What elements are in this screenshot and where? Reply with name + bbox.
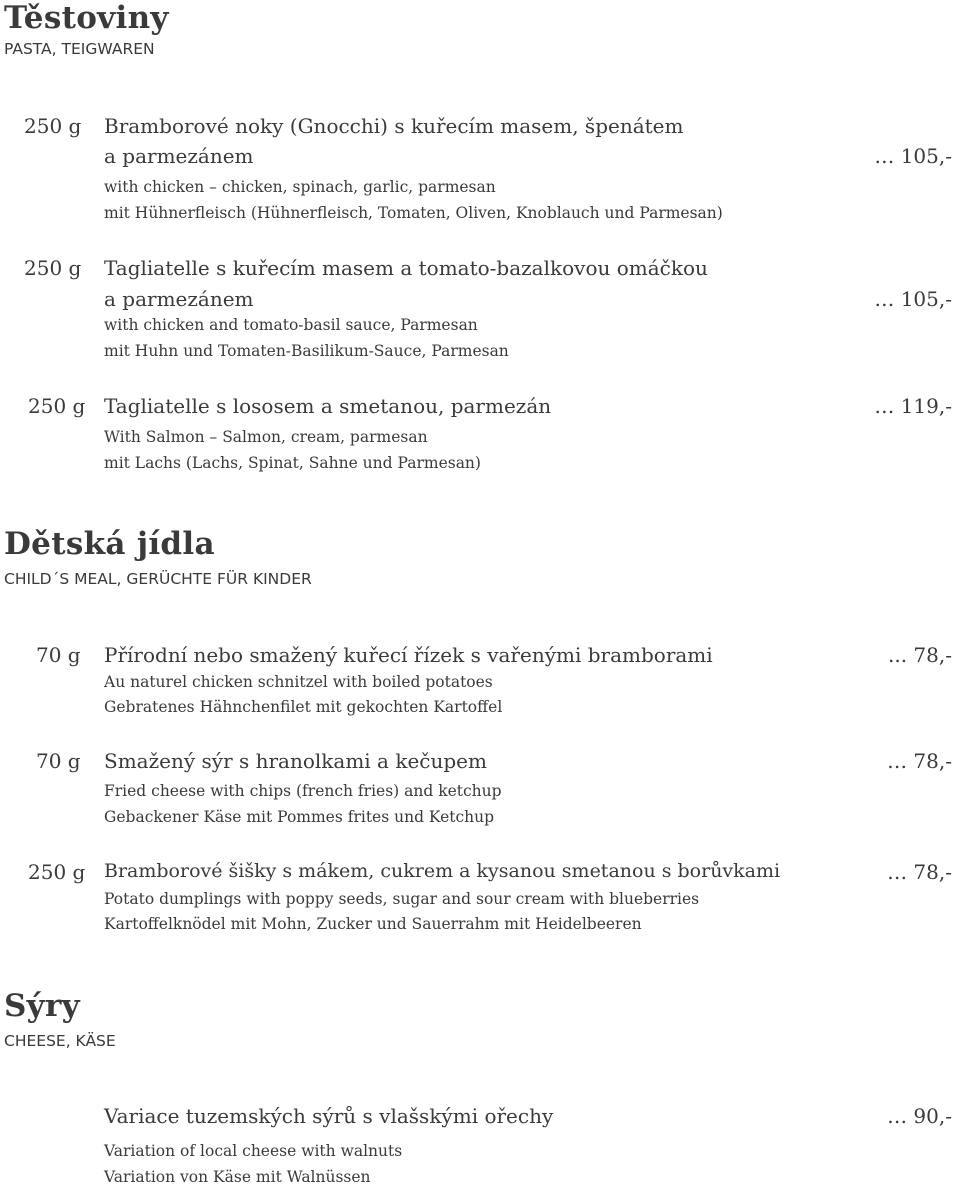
section-title: Dětská jídla (4, 526, 215, 562)
item-name: Bramborové noky (Gnocchi) s kuřecím masem, špenátem (104, 114, 684, 138)
item-desc-en: With Salmon – Salmon, cream, parmesan (104, 428, 428, 446)
item-name: Smažený sýr s hranolkami a kečupem (104, 749, 487, 773)
item-desc-de: Gebackener Käse mit Pommes frites und Ketchup (104, 808, 495, 826)
section-subtitle: CHEESE, KÄSE (4, 1032, 116, 1050)
item-price: ... 78,- (888, 643, 952, 667)
item-desc-en: with chicken and tomato-basil sauce, Parmesan (104, 316, 478, 334)
item-desc-de: mit Hühnerfleisch (Hühnerfleisch, Tomaten, Oliven, Knoblauch und Parmesan) (104, 204, 723, 222)
item-desc-en: Au naturel chicken schnitzel with boiled potatoes (104, 673, 493, 691)
item-desc-de: mit Lachs (Lachs, Spinat, Sahne und Parmesan) (104, 454, 481, 472)
item-weight: 250 g (24, 114, 82, 138)
item-name: Bramborové šišky s mákem, cukrem a kysanou smetanou s borůvkami (104, 860, 781, 882)
item-desc-de: Variation von Käse mit Walnüssen (104, 1168, 371, 1186)
item-desc-en: Variation of local cheese with walnuts (104, 1142, 403, 1160)
item-price: … 78,- (887, 749, 952, 773)
item-desc-en: with chicken – chicken, spinach, garlic, parmesan (104, 178, 496, 196)
section-subtitle: CHILD´S MEAL, GERÜCHTE FÜR KINDER (4, 570, 312, 588)
item-name: Variace tuzemských sýrů s vlašskými ořechy (104, 1104, 554, 1128)
item-name-line2: a parmezánem (104, 287, 254, 311)
item-name: Tagliatelle s kuřecím masem a tomato-bazalkovou omáčkou (104, 256, 708, 280)
item-name: Přírodní nebo smažený kuřecí řízek s vařenými bramborami (104, 643, 713, 667)
item-price: … 78,- (887, 860, 952, 884)
item-price: … 119,- (874, 394, 952, 418)
item-weight: 250 g (28, 394, 86, 418)
item-desc-en: Fried cheese with chips (french fries) and ketchup (104, 782, 502, 800)
item-weight: 250 g (24, 256, 82, 280)
item-weight: 70 g (36, 749, 81, 773)
section-title: Sýry (4, 988, 80, 1024)
section-title: Těstoviny (4, 0, 169, 36)
item-weight: 70 g (36, 643, 81, 667)
item-price: … 105,- (874, 287, 952, 311)
item-desc-de: mit Huhn und Tomaten-Basilikum-Sauce, Parmesan (104, 342, 509, 360)
item-price: … 105,- (874, 144, 952, 168)
item-name: Tagliatelle s lososem a smetanou, parmezán (104, 394, 552, 418)
item-desc-de: Kartoffelknödel mit Mohn, Zucker und Sauerrahm mit Heidelbeeren (104, 915, 642, 933)
section-subtitle: PASTA, TEIGWAREN (4, 40, 155, 58)
item-desc-en: Potato dumplings with poppy seeds, sugar and sour cream with blueberries (104, 890, 700, 908)
item-weight: 250 g (28, 860, 86, 884)
item-price: … 90,- (887, 1104, 952, 1128)
item-name-line2: a parmezánem (104, 144, 254, 168)
item-desc-de: Gebratenes Hähnchenfilet mit gekochten Kartoffel (104, 698, 503, 716)
